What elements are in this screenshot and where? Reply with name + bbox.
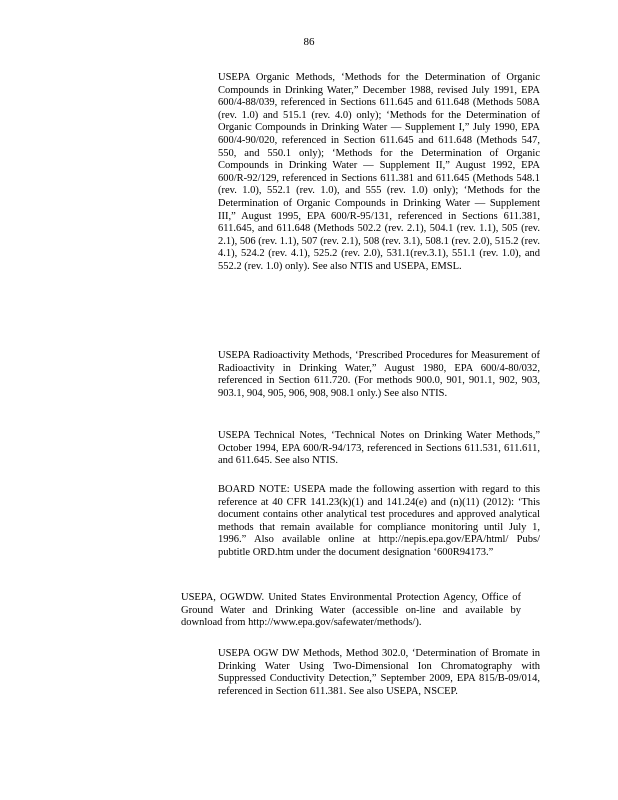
board-note: BOARD NOTE: USEPA made the following assertion with regard to this reference at 40 CFR 141.23(k)(1) and 141.24(e) and (n)(11) (2012): ‘This document contains other analytical test procedures and approved analytical methods that remain available for compliance monitoring until July 1, 1996.” Also available online at http://nepis.epa.gov/EPA/html/ Pubs/ pubtitle ORD.htm under the document designation ‘600R94173.”	[218, 484, 540, 558]
reference-entry-ogwdw: USEPA, OGWDW. United States Environmental Protection Agency, Office of Ground Water and Drinking Water (accessible on-line and available by download from http://www.epa.gov/safewater/methods/).	[181, 592, 521, 629]
reference-entry-radioactivity-methods: USEPA Radioactivity Methods, ‘Prescribed Procedures for Measurement of Radioactivity in Drinking Water,” August 1980, EPA 600/4-80/032, referenced in Section 611.720. (For methods 900.0, 901, 901.1, 902, 903, 903.1, 904, 905, 906, 908, 908.1 only.) See also NTIS.	[218, 350, 540, 399]
page-number: 86	[303, 36, 315, 48]
reference-entry-technical-notes: USEPA Technical Notes, ‘Technical Notes on Drinking Water Methods,” October 1994, EPA 600/R-94/173, referenced in Sections 611.531, 611.611, and 611.645. See also NTIS.	[218, 430, 540, 467]
reference-entry-ogwdw-methods: USEPA OGW DW Methods, Method 302.0, ‘Determination of Bromate in Drinking Water Using Two-Dimensional Ion Chromatography with Suppressed Conductivity Detection,” September 2009, EPA 815/B-09/014, referenced in Section 611.381. See also USEPA, NSCEP.	[218, 648, 540, 697]
reference-entry-organic-methods: USEPA Organic Methods, ‘Methods for the Determination of Organic Compounds in Drinking Water,” December 1988, revised July 1991, EPA 600/4-88/039, referenced in Sections 611.645 and 611.648 (Methods 508A (rev. 1.0) and 515.1 (rev. 4.0) only); ‘Methods for the Determination of Organic Compounds in Drinking Water — Supplement I,” July 1990, EPA 600/4-90/020, referenced in Section 611.645 and 611.648 (Methods 547, 550, and 550.1 only); ‘Methods for the Determination of Organic Compounds in Drinking Water — Supplement II,” August 1992, EPA 600/R-92/129, referenced in Sections 611.381 and 611.645 (Methods 548.1 (rev. 1.0), 552.1 (rev. 1.0), and 555 (rev. 1.0) only); ‘Methods for the Determination of Organic Compounds in Drinking Water — Supplement III,” August 1995, EPA 600/R-95/131, referenced in Sections 611.381, 611.645, and 611.648 (Methods 502.2 (rev. 2.1), 504.1 (rev. 1.1), 505 (rev. 2.1), 506 (rev. 1.1), 507 (rev. 2.1), 508 (rev. 3.1), 508.1 (rev. 2.0), 515.2 (rev. 4.1), 524.2 (rev. 4.1), 525.2 (rev. 2.0), 531.1(rev.3.1), 551.1 (rev. 1.0), and 552.2 (rev. 1.0) only). See also NTIS and USEPA, EMSL.	[218, 72, 540, 272]
